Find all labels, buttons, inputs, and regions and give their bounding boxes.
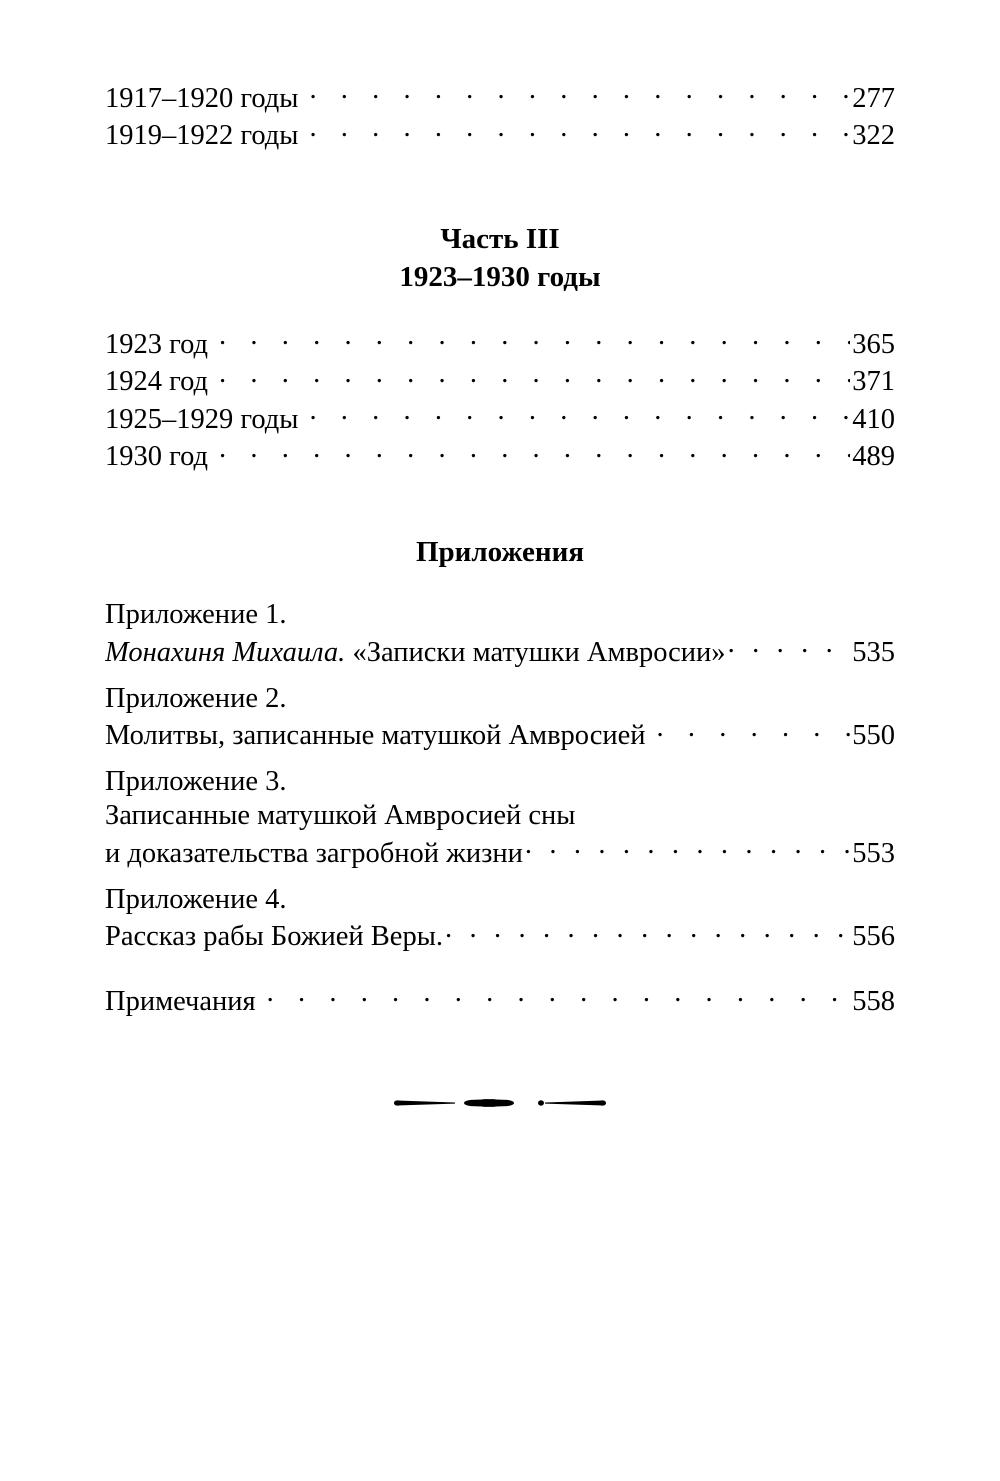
part-three-entries (105, 324, 895, 474)
toc-dot-leader (445, 917, 850, 946)
toc-entry-page: 535 (852, 636, 895, 668)
toc-entry[interactable] (105, 78, 895, 116)
appendix-block[interactable] (105, 682, 895, 754)
part-three-heading-line1: Часть III (440, 223, 560, 255)
appendix-label: Приложение 4. (105, 883, 287, 915)
toc-entry-title: 1925–1929 годы (105, 403, 299, 435)
toc-entry[interactable] (105, 716, 895, 754)
appendix-label: Приложение 3. (105, 766, 287, 797)
toc-entry[interactable] (105, 833, 895, 871)
toc-dot-leader (657, 716, 851, 745)
toc-entry[interactable] (105, 116, 895, 154)
toc-entry-title: 1924 год (105, 366, 209, 397)
toc-entry[interactable] (105, 632, 895, 670)
toc-dot-leader (309, 399, 850, 428)
toc-dot-leader (728, 632, 851, 661)
toc-entry-page: 277 (852, 82, 895, 114)
spacer (105, 670, 895, 682)
appendix-title (105, 636, 726, 670)
spacer (105, 753, 895, 765)
toc-dot-leader (219, 437, 850, 466)
toc-entry-page: 550 (852, 720, 895, 751)
appendix-block[interactable] (105, 765, 895, 871)
toc-entry-page: 410 (852, 403, 895, 435)
part-three-heading (105, 220, 895, 296)
toc-entry-title: 1917–1920 годы (105, 82, 299, 114)
spacer (105, 569, 895, 598)
spacer (105, 871, 895, 883)
notes-title: Примечания (105, 985, 256, 1017)
toc-dot-leader (267, 981, 851, 1010)
toc-entry-page: 553 (852, 837, 895, 869)
toc-entry-page: 365 (852, 328, 895, 360)
appendix-title: Молитвы, записанные матушкой Амвросией (105, 720, 646, 751)
appendix-author: Монахиня Михаила. (105, 636, 346, 668)
appendices-heading: Приложения (415, 536, 585, 568)
appendix-block[interactable] (105, 883, 895, 955)
part-two-tail-group (105, 78, 895, 153)
appendix-title: и доказательства загробной жизни (105, 837, 523, 869)
appendix-title-text: «Записки матушки Амвросии» (352, 636, 726, 668)
toc-dot-leader (219, 324, 850, 353)
toc-entry-title: 1923 год (105, 328, 209, 360)
toc-entry[interactable] (105, 399, 895, 437)
part-three-heading-line2: 1923–1930 годы (399, 261, 601, 293)
appendix-label: Приложение 1. (105, 599, 287, 630)
decorative-divider-icon (393, 1092, 607, 1114)
toc-dot-leader (309, 78, 850, 107)
spacer (105, 296, 895, 324)
spacer (105, 954, 895, 981)
spacer (105, 153, 895, 220)
ornament-container (0, 1092, 1000, 1119)
toc-dot-leader (309, 116, 850, 145)
toc-dot-leader (219, 362, 850, 391)
toc-entry[interactable] (105, 437, 895, 475)
spacer (105, 474, 895, 535)
toc-entry[interactable] (105, 917, 895, 955)
appendix-title-line1: Записанные матушкой Амвросией сны (105, 800, 576, 831)
toc-entry[interactable] (105, 324, 895, 362)
appendix-block[interactable] (105, 598, 895, 670)
toc-entry[interactable] (105, 362, 895, 400)
toc-entry-page: 556 (852, 921, 895, 952)
toc-entry-title: 1930 год (105, 441, 209, 472)
toc-entry-page: 322 (852, 120, 895, 151)
toc-entry-page: 558 (852, 985, 895, 1017)
toc-entry-title: 1919–1922 годы (105, 120, 299, 151)
toc-entry-page: 489 (852, 441, 895, 472)
appendix-label: Приложение 2. (105, 682, 287, 714)
appendix-title: Рассказ рабы Божией Веры. (105, 921, 443, 952)
toc-entry[interactable] (105, 981, 895, 1019)
toc-entry-page: 371 (852, 366, 895, 397)
toc-dot-leader (525, 833, 850, 862)
toc-content (105, 78, 895, 1019)
